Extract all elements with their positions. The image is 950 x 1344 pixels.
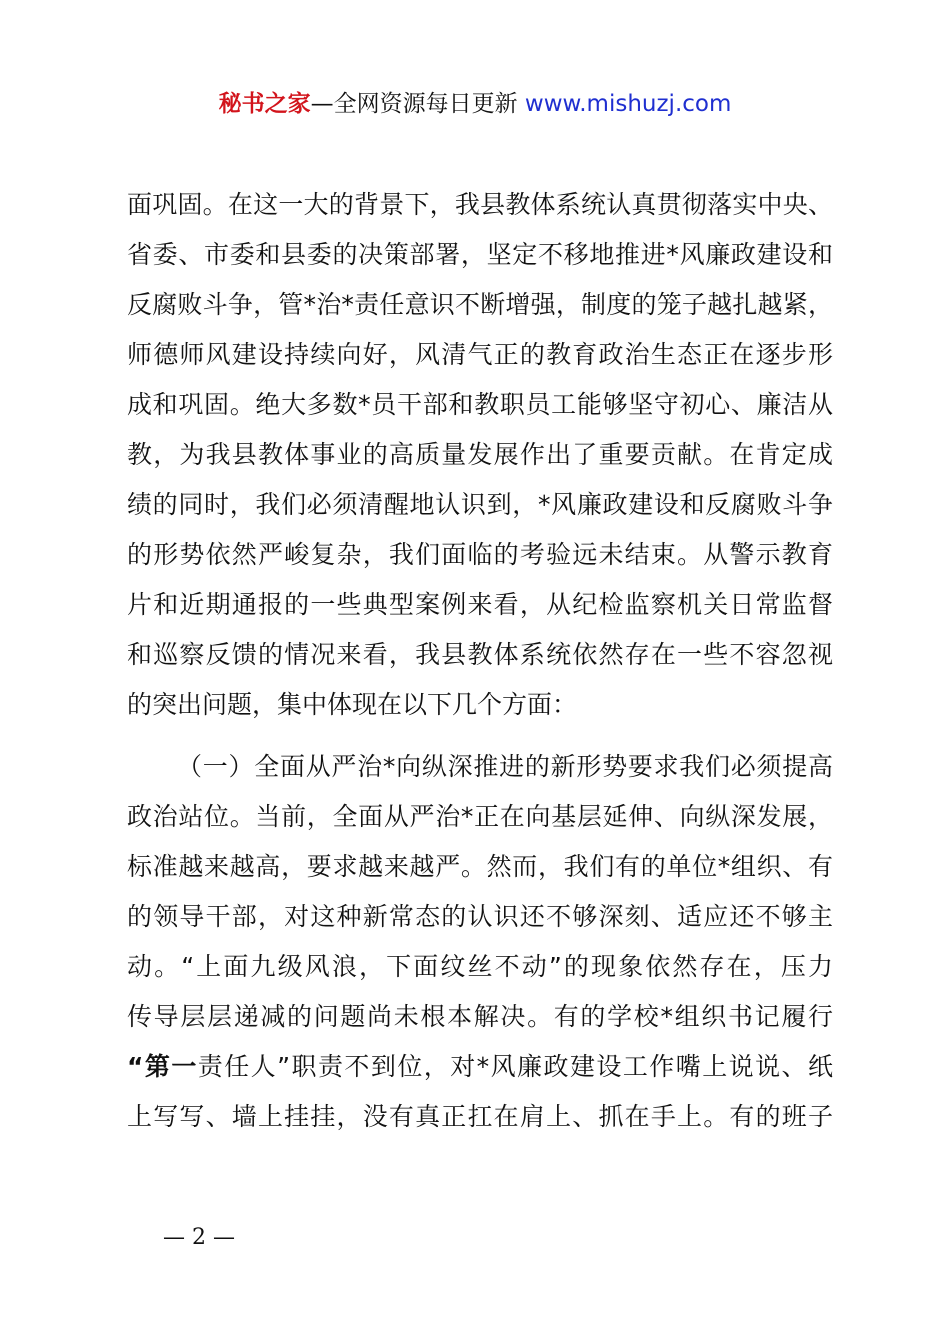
text-line: 上写写、墙上挂挂，没有真正扛在肩上、抓在手上。有的班子 <box>127 1102 833 1131</box>
text-line: 的领导干部，对这种新常态的认识还不够深刻、适应还不够主 <box>127 902 833 931</box>
text-line-with-bold <box>127 1042 833 1092</box>
text-line: 绩的同时，我们必须清醒地认识到，*风廉政建设和反腐败斗争 <box>127 490 833 519</box>
page-number: — 2 — <box>163 1225 235 1250</box>
text-line: 面巩固。在这一大的背景下，我县教体系统认真贯彻落实中央、 <box>127 190 833 219</box>
brand-name: 秘书之家 <box>218 91 311 117</box>
document-body <box>127 180 833 1142</box>
text-line: 反腐败斗争，管*治*责任意识不断增强，制度的笼子越扎越紧， <box>127 290 833 319</box>
header-slogan: —全网资源每日更新 <box>310 91 518 117</box>
text-line: 师德师风建设持续向好，风清气正的教育政治生态正在逐步形 <box>127 340 833 369</box>
text-line: 动。“上面九级风浪，下面纹丝不动”的现象依然存在，压力 <box>127 952 833 981</box>
text-line: 成和巩固。绝大多数*员干部和教职员工能够坚守初心、廉洁从 <box>127 390 833 419</box>
text-line: 的形势依然严峻复杂，我们面临的考验远未结束。从警示教育 <box>127 540 833 569</box>
site-url-link[interactable]: www.mishuzj.com <box>524 91 732 117</box>
text-line: 政治站位。当前，全面从严治*正在向基层延伸、向纵深发展， <box>127 802 833 831</box>
text-line: 片和近期通报的一些典型案例来看，从纪检监察机关日常监督 <box>127 590 833 619</box>
text-line: 教，为我县教体事业的高质量发展作出了重要贡献。在肯定成 <box>127 440 833 469</box>
text-line: 的突出问题，集中体现在以下几个方面： <box>127 690 578 719</box>
paragraph-2 <box>127 742 833 1142</box>
text-line: 标准越来越高，要求越来越严。然而，我们有的单位*组织、有 <box>127 852 833 881</box>
text-line: 传导层层递减的问题尚未根本解决。有的学校*组织书记履行 <box>127 1002 833 1031</box>
paragraph-1 <box>127 180 833 730</box>
text-segment: 责任人”职责不到位，对*风廉政建设工作嘴上说说、纸 <box>197 1052 833 1081</box>
bold-quote: “第一 <box>127 1052 198 1081</box>
text-line: 省委、市委和县委的决策部署，坚定不移地推进*风廉政建设和 <box>127 240 833 269</box>
site-header <box>0 88 950 120</box>
text-line: 和巡察反馈的情况来看，我县教体系统依然存在一些不容忽视 <box>127 640 833 669</box>
text-line: （一）全面从严治*向纵深推进的新形势要求我们必须提高 <box>177 752 833 781</box>
